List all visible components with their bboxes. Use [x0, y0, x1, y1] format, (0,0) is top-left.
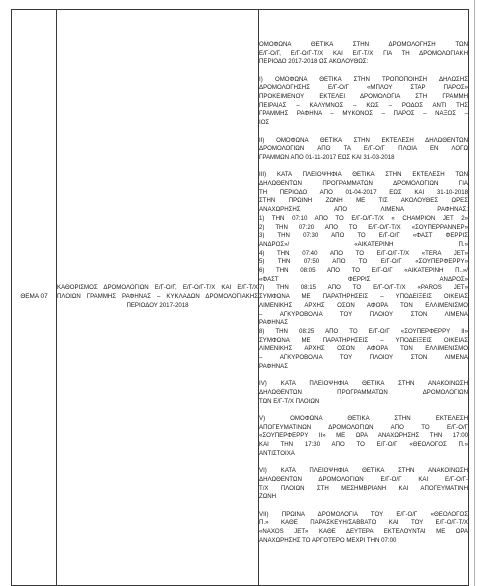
decision-line: – ΑΓΚΥΡΟΒΟΛΙΑ ΤΟΥ ΠΛΟΙΟΥ ΣΤΟΝ ΛΙΜΕΝΑ	[259, 310, 468, 318]
subject-text: ΚΑΘΟΡΙΣΜΟΣ ΔΡΟΜΟΛΟΓΙΩΝ Ε/Γ-Ο/Γ, Ε/Γ-Ο/Γ-Τ/Χ ΚΑΙ Ε/Γ-Τ/Χ ΠΛΟΙΩΝ ΓΡΑΜΜΗΣ ΡΑΦΗΝΑΣ – ΚΥΚΛΑΔΩΝ ΔΡΟΜΟΛΟΓΙΑΚΗΣ ΠΕΡΙΟΔΟΥ 2017-2018	[57, 284, 258, 309]
decision-line: III) ΚΑΤΑ ΠΛΕΙΟΨΗΦΙΑ ΘΕΤΙΚΑ ΣΤΗΝ ΕΚΤΕΛΕΣΗ ΤΩΝ	[259, 171, 468, 179]
decision-line: ΑΝΑΧΩΡΗΣΗΣ ΤΟ ΑΡΓΟΤΕΡΟ ΜΕΧΡΙ ΤΗΝ 07:00	[259, 536, 397, 544]
decision-line: ΠΕΙΡΑΙΑΣ – ΚΑΛΥΜΝΟΣ – ΚΩΣ – ΡΟΔΟΣ ΑΝΤΙ ΤΗΣ	[259, 101, 468, 109]
decision-line: VI) ΚΑΤΑ ΠΛΕΙΟΨΗΦΙΑ ΘΕΤΙΚΑ ΣΤΗΝ ΑΝΑΚΟΙΝΩΣΗ	[259, 467, 468, 475]
decision-line: Τ/Χ ΠΛΟΙΩΝ ΣΤΗ ΜΕΣΗΜΒΡΙΑΝΗ ΚΑΙ ΑΠΟΓΕΥΜΑΤΙΝΗ	[259, 484, 468, 492]
decision-line: 4) ΤΗΝ 07:40 ΑΠΟ ΤΟ Ε/Γ-Ο/Γ-Τ/Χ «TERA JET»	[259, 249, 468, 257]
decision-line: II) ΟΜΟΦΩΝΑ ΘΕΤΙΚΑ ΣΤΗΝ ΕΚΤΕΛΕΣΗ ΔΗΛΩΘΕΝΤΩΝ	[259, 136, 468, 144]
decision-block	[259, 415, 468, 459]
decision-line: ΖΩΝΗ	[259, 493, 277, 501]
decision-line: 1) ΤΗΝ 07:10 ΑΠΟ ΤΟ Ε/Γ-Ο/Γ-Τ/Χ « CHAMPION JET 2»	[259, 214, 468, 222]
agenda-item-decision	[259, 10, 469, 586]
decision-line: ΤΩΝ Ε/Γ-Τ/Χ ΠΛΟΙΩΝ	[259, 397, 320, 405]
decision-line: V) ΟΜΟΦΩΝΑ ΘΕΤΙΚΑ ΣΤΗΝ ΕΚΤΕΛΕΣΗ	[259, 414, 468, 422]
decision-line: ΔΗΛΩΘΕΝΤΩΝ ΠΡΟΓΡΑΜΜΑΤΩΝ ΔΡΟΜΟΛΟΓΙΩΝ	[259, 388, 468, 396]
decision-line: ΚΑΙ ΤΗΝ 17:30 ΑΠΟ ΤΟ Ε/Γ-Ο/Γ «ΘΕΟΛΟΓΟΣ Π.»	[259, 441, 468, 449]
decision-line: 7) ΤΗΝ 08:15 ΑΠΟ ΤΟ Ε/Γ-Ο/Γ-Τ/Χ «PAROS JET»	[259, 284, 468, 292]
decision-block	[259, 41, 468, 67]
decision-line: ΟΜΟΦΩΝΑ ΘΕΤΙΚΑ ΣΤΗΝ ΔΡΟΜΟΛΟΓΗΣΗ ΤΩΝ	[259, 40, 468, 48]
item-number-text: ΘΕΜΑ 07	[20, 293, 48, 301]
decision-line: VII) ΠΡΩΙΝΑ ΔΡΟΜΟΛΟΓΙΑ ΤΟΥ Ε/Γ-Ο/Γ «ΘΕΟΛΟΓΟΣ	[259, 510, 468, 518]
decision-line: ΔΡΟΜΟΛΟΓΗΣΗΣ Ε/Γ-Ο/Γ «ΜΠΛΟΥ ΣΤΑΡ ΠΑΡΟΣ»	[259, 84, 468, 92]
decision-line: ΣΤΗΝ ΠΡΩΙΝΗ ΖΩΝΗ ΜΕ ΤΙΣ ΑΚΟΛΟΥΘΕΣ ΩΡΕΣ	[259, 197, 468, 205]
decision-line: 2) ΤΗΝ 07:20 ΑΠΟ ΤΟ Ε/Γ-Ο/Γ-Τ/Χ «ΣΟΥΠΕΡΡΑΝΝΕΡ»	[259, 223, 468, 231]
decision-line: 8) ΤΗΝ 08:25 ΑΠΟ ΤΟ Ε/Γ-Ο/Γ «ΣΟΥΠΕΡΦΕΡΡΥ II»	[259, 327, 468, 335]
decision-block	[259, 467, 468, 502]
decision-line: ΡΑΦΗΝΑΣ	[259, 319, 288, 327]
decision-line: ΓΡΑΜΜΗΣ ΡΑΦΗΝΑ – ΜΥΚΟΝΟΣ – ΠΑΡΟΣ – ΝΑΞΟΣ –	[259, 110, 468, 118]
decision-line: 5) ΤΗΝ 07:50 ΑΠΟ ΤΟ Ε/Γ-Ο/Γ «ΣΟΥΠΕΡΦΕΡΡΥ»	[259, 258, 468, 266]
decision-line: ΑΠΟΓΕΥΜΑΤΙΝΩΝ ΔΡΟΜΟΛΟΓΙΩΝ ΑΠΟ ΤΟ Ε/Γ-Ο/Γ	[259, 423, 468, 431]
decision-line: ΣΥΜΦΩΝΑ ΜΕ ΠΑΡΑΤΗΡΗΣΕΙΣ – ΥΠΟΔΕΙΞΕΙΣ ΟΙΚΕΙΑΣ	[259, 336, 468, 344]
decision-line: – ΑΓΚΥΡΟΒΟΛΙΑ ΤΟΥ ΠΛΟΙΟΥ ΣΤΟΝ ΛΙΜΕΝΑ	[259, 354, 468, 362]
decision-line: «ΦΑΣΤ ΦΕΡΡΙΣ ΑΝΔΡΟΣ»	[259, 275, 468, 283]
decision-block	[259, 380, 468, 406]
decision-line: ΤΗ ΠΕΡΙΟΔΟ ΑΠΟ 01-04-2017 ΕΩΣ ΚΑΙ 31-10-2018	[259, 188, 468, 196]
decision-line: ΓΡΑΜΜΩΝ ΑΠΟ 01-11-2017 ΕΩΣ ΚΑΙ 31-03-2018	[259, 153, 395, 161]
decision-line: ΛΙΜΕΝΙΚΗΣ ΑΡΧΗΣ ΟΣΟΝ ΑΦΟΡΑ ΤΟΝ ΕΛΛΙΜΕΝΙΣΜΟ	[259, 345, 468, 353]
decision-line: ΔΡΟΜΟΛΟΓΙΩΝ ΑΠΟ ΤΑ Ε/Γ-Ο/Γ ΠΛΟΙΑ ΕΝ ΛΟΓΩ	[259, 145, 468, 153]
agenda-item-subject	[57, 10, 259, 586]
decision-block	[259, 511, 468, 546]
decision-line: ΔΗΛΩΘΕΝΤΩΝ ΠΡΟΓΡΑΜΜΑΤΩΝ ΔΡΟΜΟΛΟΓΙΩΝ ΓΙΑ	[259, 180, 468, 188]
decision-block	[259, 137, 468, 163]
decision-line: 6) ΤΗΝ 08:05 ΑΠΟ ΤΟ Ε/Γ-Ο/Γ «ΑΙΚΑΤΕΡΙΝΗ Π..»/	[259, 267, 468, 275]
decision-line: ΑΝΔΡΟΣ»/ «ΑΙΚΑΤΕΡΙΝΗ Π.»	[259, 240, 468, 248]
decision-line: ΡΑΦΗΝΑΣ	[259, 362, 288, 370]
decision-block	[259, 76, 468, 128]
decision-line: IV) ΚΑΤΑ ΠΛΕΙΟΨΗΦΙΑ ΘΕΤΙΚΑ ΣΤΗΝ ΑΝΑΚΟΙΝΩΣΗ	[259, 380, 468, 388]
decision-line: ΣΥΜΦΩΝΑ ΜΕ ΠΑΡΑΤΗΡΗΣΕΙΣ – ΥΠΟΔΕΙΞΕΙΣ ΟΙΚΕΙΑΣ	[259, 293, 468, 301]
decision-line: ΔΗΛΩΘΕΝΤΩΝ ΔΡΟΜΟΛΟΓΙΩΝ Ε/Γ-Ο/Γ ΚΑΙ Ε/Γ-Ο/Γ-	[259, 475, 468, 483]
agenda-item-number	[12, 10, 57, 586]
decision-line: ΛΙΜΕΝΙΚΗΣ ΑΡΧΗΣ ΟΣΟΝ ΑΦΟΡΑ ΤΟΝ ΕΛΛΙΜΕΝΙΣΜΟ	[259, 301, 468, 309]
agenda-table	[11, 9, 469, 586]
decision-line: ΑΝΤΙΣΤΟΙΧΑ	[259, 449, 295, 457]
decision-line: ΙΟΣ	[259, 119, 270, 127]
decision-line: ΠΡΟΚΕΙΜΕΝΟΥ ΕΚΤΕΛΕΙ ΔΡΟΜΟΛΟΓΙΑ ΣΤΗ ΓΡΑΜΜΗ	[259, 93, 468, 101]
decision-line: Ε/Γ-Ο/Γ, Ε/Γ-Ο/Γ-Τ/Χ ΚΑΙ Ε/Γ-Τ/Χ ΓΙΑ ΤΗ ΔΡΟΜΟΛΟΓΙΑΚΗ	[259, 49, 468, 57]
decision-line: ΠΕΡΙΟΔΟ 2017-2018 ΩΣ ΑΚΟΛΟΥΘΩΣ:	[259, 58, 369, 66]
agenda-row	[12, 10, 469, 586]
decision-line: I) ΟΜΟΦΩΝΑ ΘΕΤΙΚΑ ΣΤΗΝ ΤΡΟΠΟΠΟΙΗΣΗ ΔΗΛΩΣΗΣ	[259, 75, 468, 83]
decision-line: 3) ΤΗΝ 07:30 ΑΠΟ ΤΟ Ε/Γ-Ο/Γ «ΦΑΣΤ ΦΕΡΡΙΣ	[259, 232, 468, 240]
decision-line: «NAXOS JET» ΚΑΘΕ ΔΕΥΤΕΡΑ ΕΚΤΕΛΟΥΝΤΑΙ ΜΕ ΩΡΑ	[259, 528, 468, 536]
decision-line: «ΣΟΥΠΕΡΦΕΡΡΥ ΙΙ» ΜΕ ΩΡΑ ΑΝΑΧΩΡΗΣΗΣ ΤΗΝ 17:00	[259, 432, 468, 440]
decision-block	[259, 171, 468, 371]
decision-line: Π.» ΚΑΘΕ ΠΑΡΑΣΚΕΥΗ/ΣΑΒΒΑΤΟ ΚΑΙ ΤΟΥ Ε/Γ-Ο/Γ-Τ/Χ	[259, 519, 468, 527]
decision-line: ΑΝΑΧΩΡΗΣΗΣ ΑΠΟ ΛΙΜΕΝΑ ΡΑΦΗΝΑΣ:	[259, 206, 468, 214]
